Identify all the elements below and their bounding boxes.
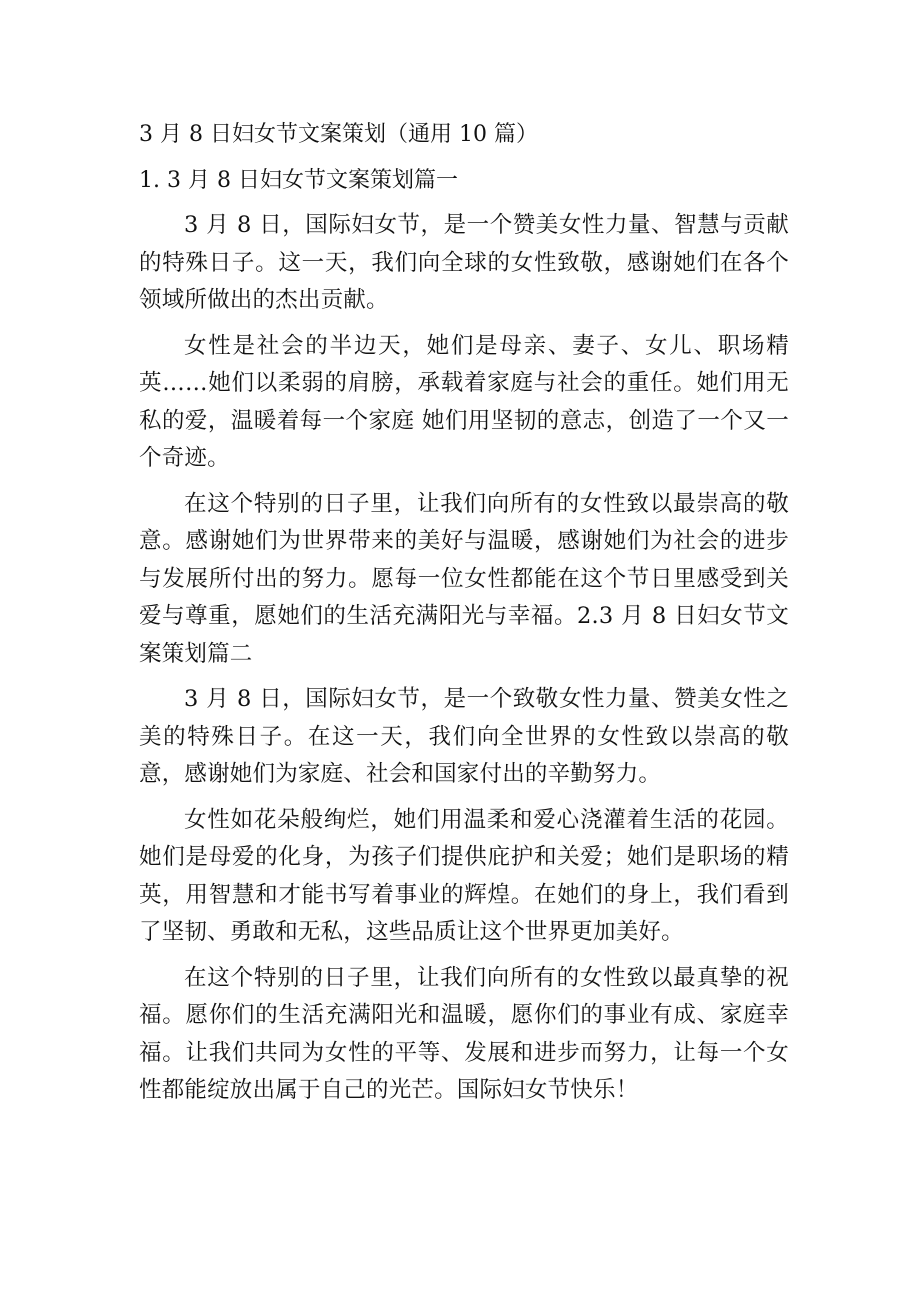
document-title: 3 月 8 日妇女节文案策划（通用 10 篇） <box>139 122 538 147</box>
paragraph-4: 3 月 8 日，国际妇女节，是一个致敬女性力量、赞美女性之美的特殊日子。在这一天，我们向全世界的女性致以崇高的敬意，感谢她们为家庭、社会和国家付出的辛勤努力。 <box>139 686 789 787</box>
paragraph-5: 女性如花朵般绚烂，她们用温柔和爱心浇灌着生活的花园。她们是母爱的化身，为孩子们提供庇护和关爱；她们是职场的精英，用智慧和才能书写着事业的辉煌。在她们的身上，我们看到了坚韧、勇敢和无私，这些品质让这个世界更加美好。 <box>139 806 789 945</box>
paragraph-2: 女性是社会的半边天，她们是母亲、妻子、女儿、职场精英……她们以柔弱的肩膀，承载着家庭与社会的重任。她们用无私的爱，温暖着每一个家庭 她们用坚韧的意志，创造了一个又一个奇迹。 <box>139 332 789 471</box>
paragraph-6: 在这个特别的日子里，让我们向所有的女性致以最真挚的祝福。愿你们的生活充满阳光和温暖，愿你们的事业有成、家庭幸福。让我们共同为女性的平等、发展和进步而努力，让每一个女性都能绽放出属于自己的光芒。国际妇女节快乐！ <box>139 964 789 1103</box>
section-heading-1: 1. 3 月 8 日妇女节文案策划篇一 <box>139 168 458 193</box>
paragraph-3: 在这个特别的日子里，让我们向所有的女性致以最崇高的敬意。感谢她们为世界带来的美好与温暖，感谢她们为社会的进步与发展所付出的努力。愿每一位女性都能在这个节日里感受到关爱与尊重，愿她们的生活充满阳光与幸福。2.3 月 8 日妇女节文案策划篇二 <box>139 490 789 667</box>
document-body <box>139 117 789 1118</box>
paragraph-1: 3 月 8 日，国际妇女节，是一个赞美女性力量、智慧与贡献的特殊日子。这一天，我们向全球的女性致敬，感谢她们在各个领域所做出的杰出贡献。 <box>139 212 789 313</box>
